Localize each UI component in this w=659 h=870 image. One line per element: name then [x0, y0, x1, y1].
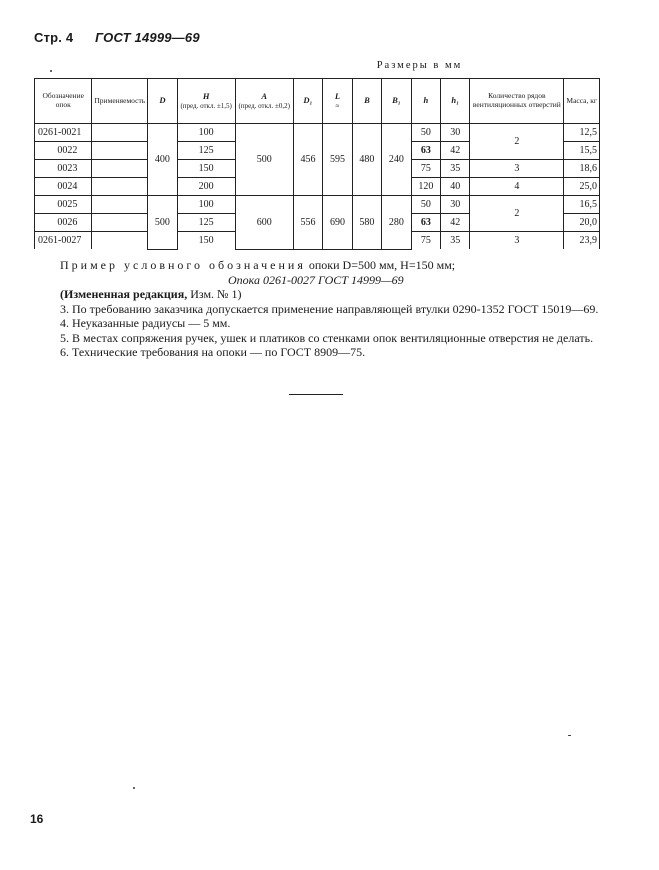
standard-number: ГОСТ 14999—69 — [95, 30, 200, 45]
page-label: Стр. 4 — [34, 30, 74, 45]
body-text — [34, 258, 600, 360]
col-l: L ≈ — [323, 79, 352, 124]
table-row: 0261-0021 400 100 500 456 595 480 240 50 30 2 12,5 — [35, 124, 600, 142]
table-row: 0023 150 75 35 3 18,6 — [35, 160, 600, 178]
example-designation: Опока 0261-0027 ГОСТ 14999—69 — [228, 272, 404, 287]
col-h1: h₁ — [441, 79, 470, 124]
col-b: B — [352, 79, 381, 124]
table-row: 0026 125 63 42 20,0 — [35, 214, 600, 232]
amendment-note: (Измененная редакция, Изм. № 1) — [60, 287, 242, 301]
col-b1: B₁ — [382, 79, 411, 124]
col-vent-rows: Количество рядов вентиляционных отверстий — [470, 79, 564, 124]
scan-speck — [50, 70, 52, 72]
col-hh: h — [411, 79, 440, 124]
table-row: 0261-0027 150 75 35 3 23,9 — [35, 232, 600, 250]
table-row: 0025 500 100 600 556 690 580 280 50 30 2 16,5 — [35, 196, 600, 214]
col-designation: Обозначение опок — [35, 79, 92, 124]
col-d1: D₁ — [293, 79, 322, 124]
dimensions-table — [34, 78, 600, 250]
page-number: 16 — [30, 812, 44, 826]
note-5: 5. В местах сопряжения ручек, ушек и платиков со стенками опок вентиляционные отверстия не делать. — [60, 330, 594, 345]
table-header-row — [35, 79, 600, 124]
col-applicability: Применяемость — [92, 79, 148, 124]
note-3: 3. По требованию заказчика допускается применение направляющей втулки 0290-1352 ГОСТ 15019—69. — [60, 301, 599, 316]
page-header — [34, 30, 200, 45]
example-line: Пример условного обозначения опоки D=500 мм, H=150 мм; — [60, 258, 456, 272]
col-h: H (пред. откл. ±1,5) — [177, 79, 235, 124]
section-rule — [289, 394, 343, 395]
col-a: A (пред. откл. ±0,2) — [235, 79, 293, 124]
table-caption: Размеры в мм — [376, 60, 463, 71]
table-row: 0024 200 120 40 4 25,0 — [35, 178, 600, 196]
note-6: 6. Технические требования на опоки — по ГОСТ 8909—75. — [60, 345, 366, 359]
scan-speck — [133, 787, 135, 789]
table-row: 0022 125 63 42 15,5 — [35, 142, 600, 160]
col-d: D — [148, 79, 177, 124]
note-4: 4. Неуказанные радиусы — 5 мм. — [60, 316, 231, 330]
col-mass: Масса, кг — [564, 79, 600, 124]
scan-speck — [568, 735, 571, 736]
